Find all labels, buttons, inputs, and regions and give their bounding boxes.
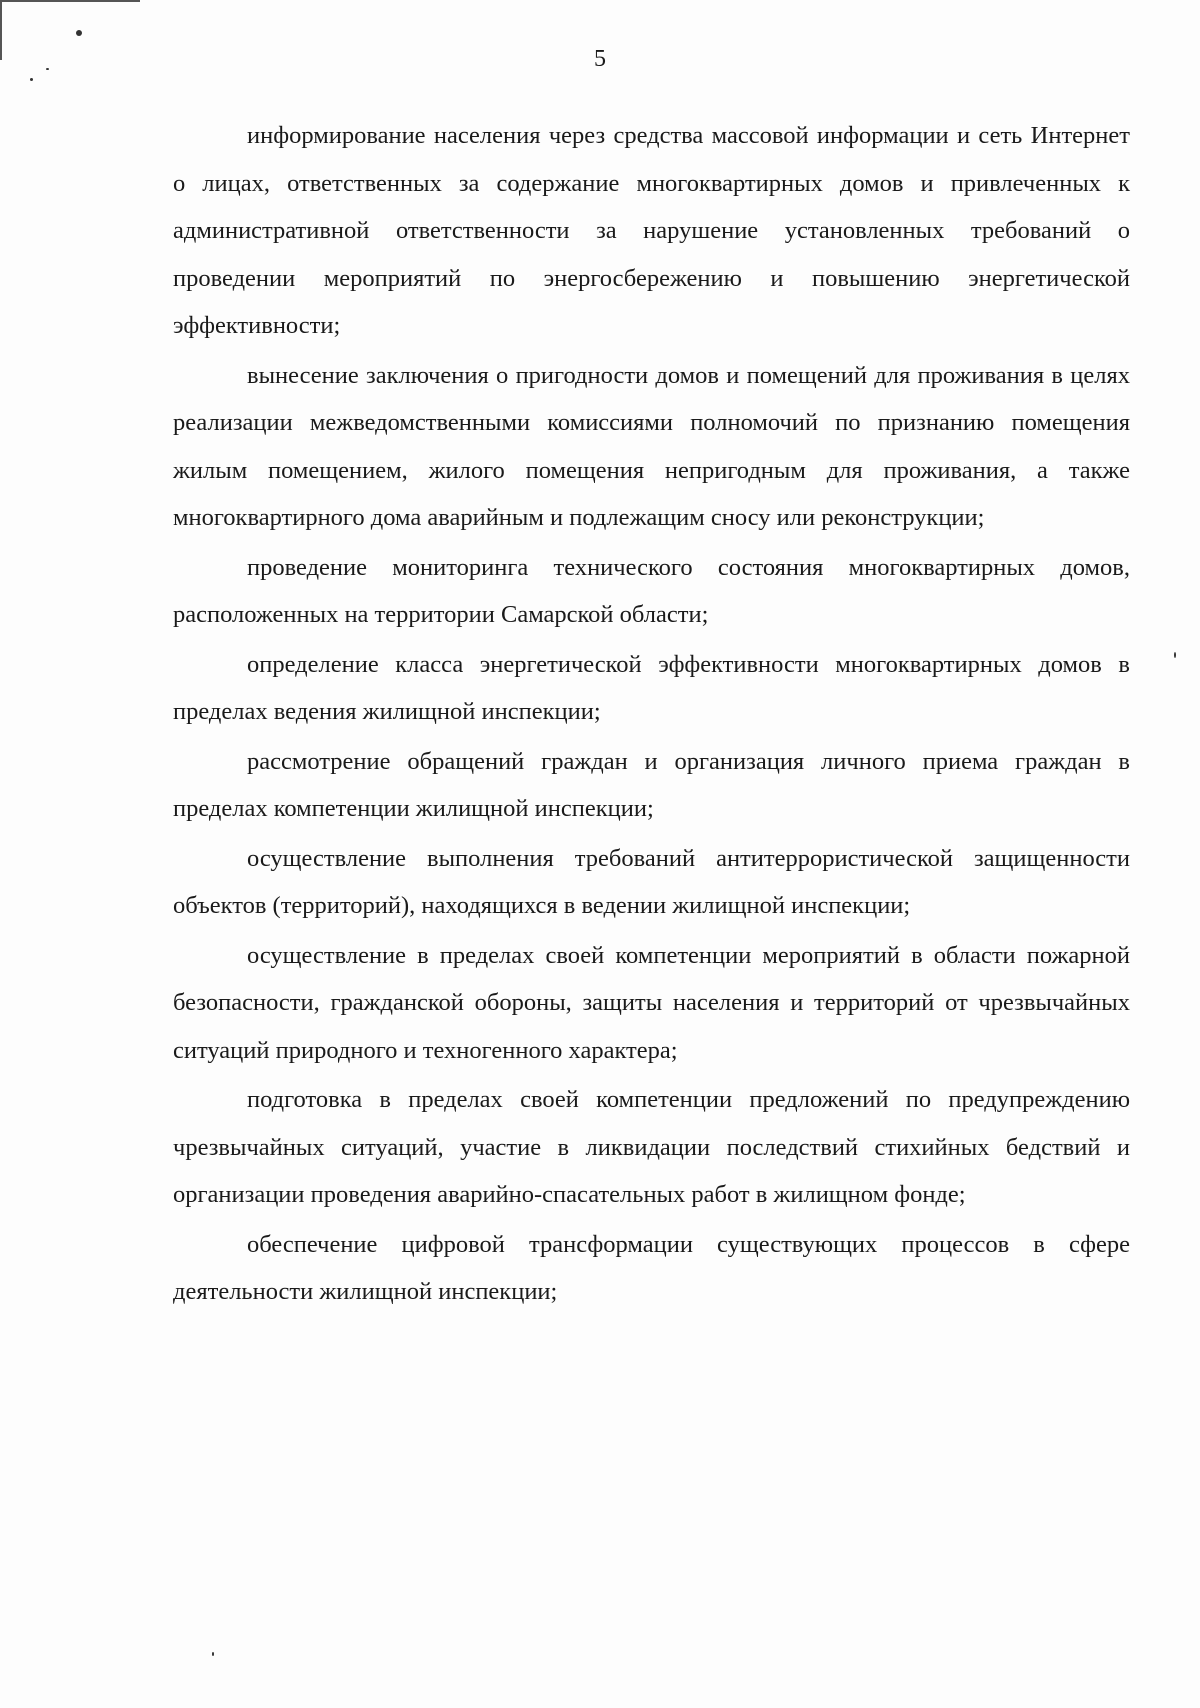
paragraph-digital-transformation: обеспечение цифровой трансформации существующих процессов в сфере деятельности жилищной инспекции; (173, 1230, 1130, 1305)
scan-speck (76, 30, 82, 36)
paragraph-housing-suitability: вынесение заключения о пригодности домов и помещений для проживания в целях реализации межведомственными комиссиями полномочий по признанию помещения жилым помещением, жилого помещения непригодным для проживания, а также многоквартирного дома аварийным и подлежащим сносу или реконструкции; (173, 361, 1130, 531)
page-number: 5 (594, 46, 606, 72)
paragraph-fire-safety: осуществление в пределах своей компетенции мероприятий в области пожарной безопасности, гражданской обороны, защиты населения и территорий от чрезвычайных ситуаций природного и техногенного характера; (173, 941, 1130, 1064)
paragraph-energy-class: определение класса энергетической эффективности многоквартирных домов в пределах ведения жилищной инспекции; (173, 650, 1130, 725)
scan-edge-top (0, 0, 140, 2)
scan-speck (1174, 652, 1176, 658)
scan-speck (212, 1652, 214, 1656)
paragraph-citizen-appeals: рассмотрение обращений граждан и организация личного приема граждан в пределах компетенции жилищной инспекции; (173, 747, 1130, 822)
paragraph-public-informing: информирование населения через средства массовой информации и сеть Интернет о лицах, ответственных за содержание многоквартирных домов и привлеченных к административной ответственности за нарушение установленных требований о проведении мероприятий по энергосбережению и повышению энергетической эффективности; (173, 122, 1130, 339)
paragraph-emergency-prevention: подготовка в пределах своей компетенции предложений по предупреждению чрезвычайных ситуаций, участие в ликвидации последствий стихийных бедствий и организации проведения аварийно-спасательных работ в жилищном фонде; (173, 1086, 1130, 1208)
scan-speck (30, 78, 33, 81)
paragraph-technical-monitoring: проведение мониторинга технического состояния многоквартирных домов, расположенных на территории Самарской области; (173, 553, 1130, 628)
paragraph-antiterror-protection: осуществление выполнения требований антитеррористической защищенности объектов (территорий), находящихся в ведении жилищной инспекции; (173, 844, 1130, 919)
document-body (173, 112, 1130, 1318)
